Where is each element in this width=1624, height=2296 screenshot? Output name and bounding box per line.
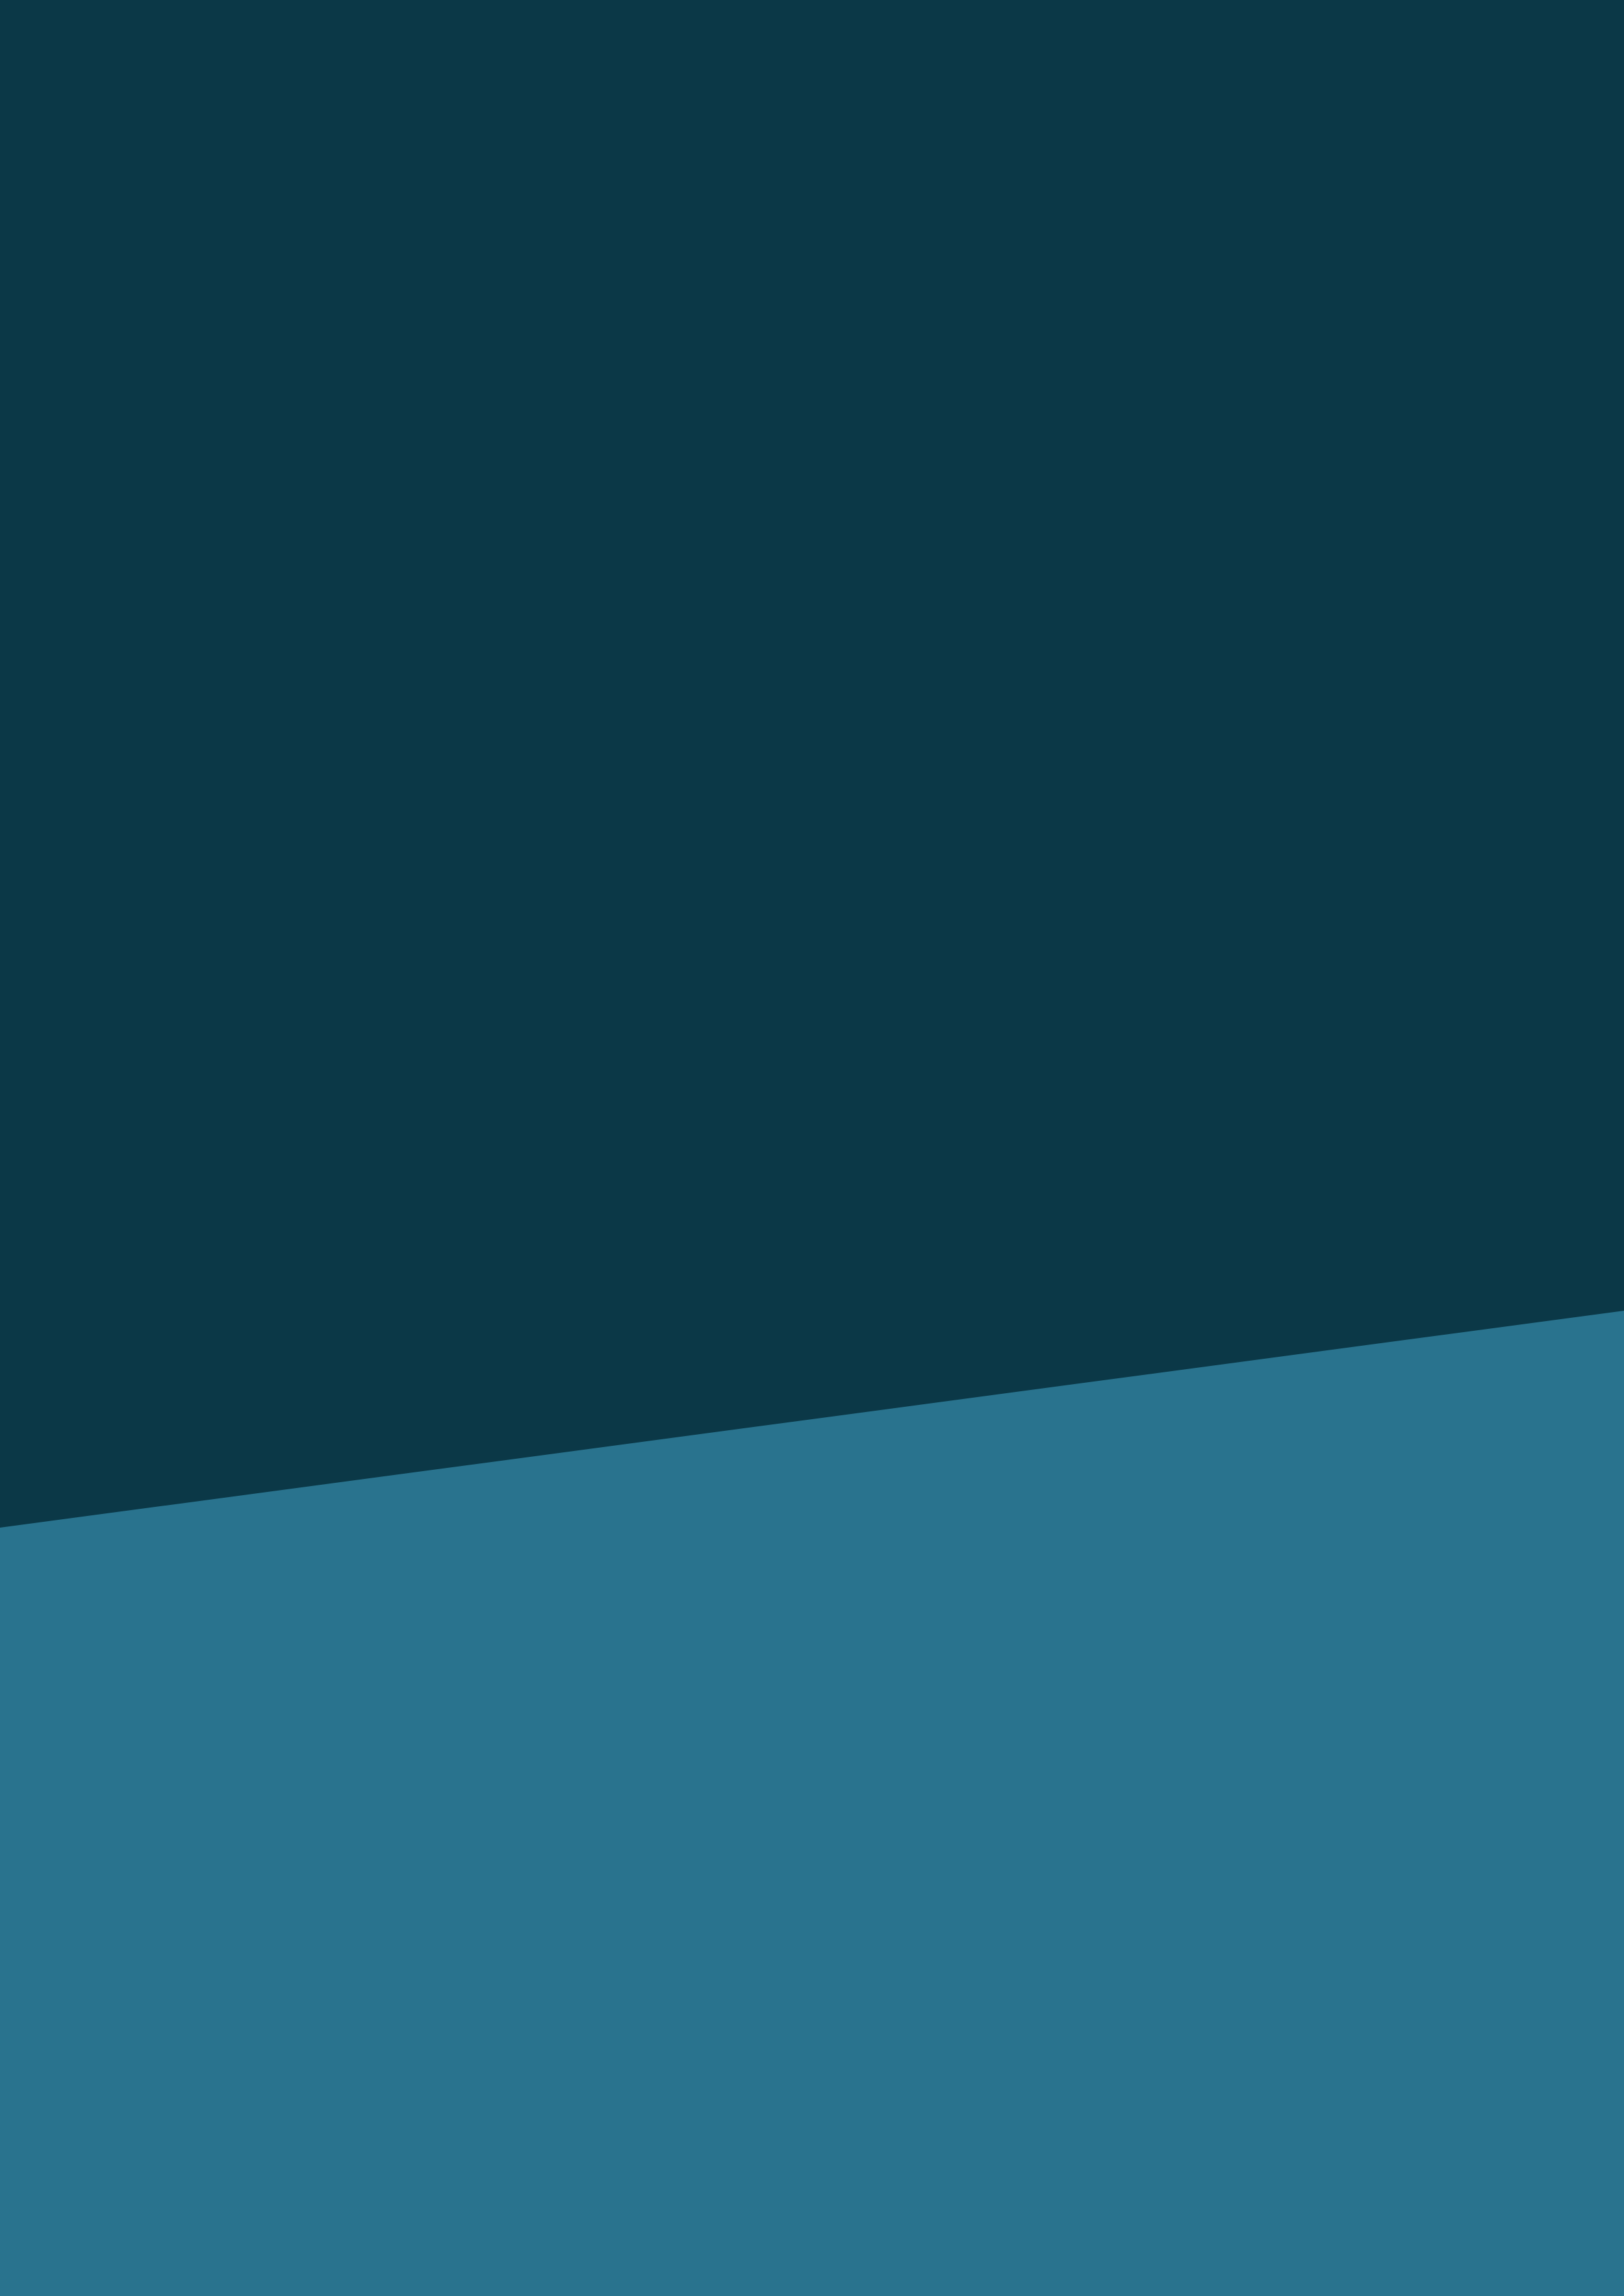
- item-name: [103, 1435, 1571, 1487]
- menu-item-old-fashioned: [103, 1435, 1571, 1541]
- item-ingredients: [103, 2023, 1571, 2076]
- item-name: [103, 633, 1571, 685]
- item-ingredients: [103, 149, 1571, 203]
- menu-item-daiquiri: [103, 633, 1571, 738]
- item-name: [103, 900, 1571, 952]
- item-name: [103, 97, 1571, 149]
- menu-item-gin-fizz: [103, 900, 1571, 1005]
- menu-item-paloma: [103, 1703, 1571, 1808]
- item-name: [103, 1168, 1571, 1220]
- item-name: [103, 365, 1571, 417]
- menu-item-negroni: [103, 365, 1571, 470]
- item-name: [103, 1703, 1571, 1755]
- item-ingredients: [103, 952, 1571, 1005]
- menu-item-mito: [103, 97, 1571, 203]
- item-name: [103, 1971, 1571, 2023]
- item-ingredients: [103, 1220, 1571, 1273]
- item-ingredients: [103, 1487, 1571, 1541]
- item-ingredients: [103, 1755, 1571, 1808]
- item-ingredients: [103, 685, 1571, 738]
- menu-item-mint-julep: [103, 1971, 1571, 2076]
- item-ingredients: [103, 417, 1571, 470]
- menu-item-margarita: [103, 1168, 1571, 1273]
